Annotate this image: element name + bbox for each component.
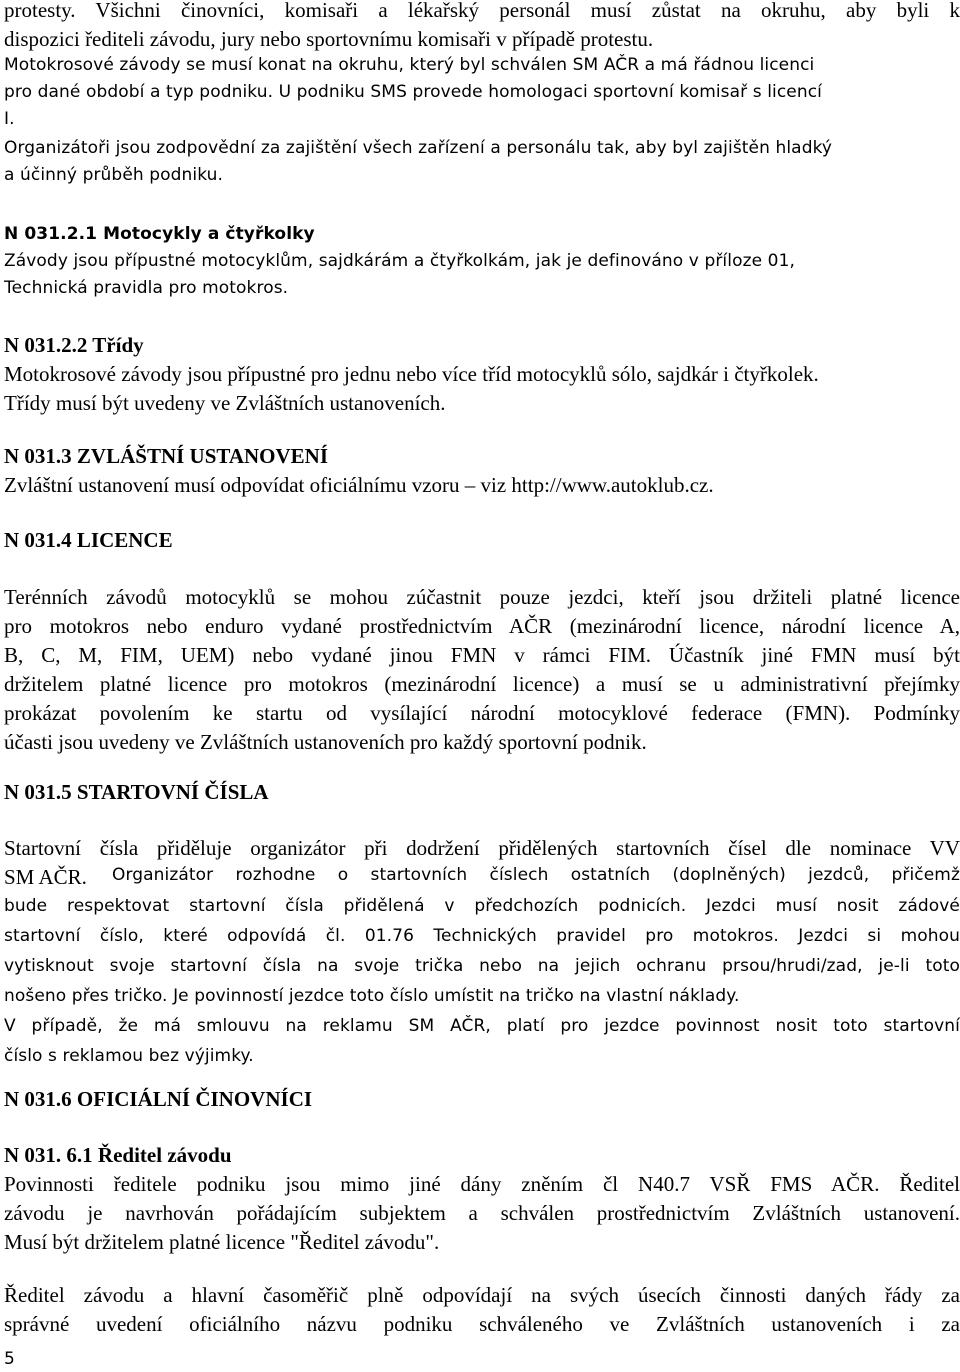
text-line: číslo s reklamou bez výjimky.: [4, 1046, 254, 1066]
section-031-2-1: [4, 221, 960, 302]
section-031-2-2: [4, 331, 960, 418]
section-heading: N 031.4 LICENCE: [4, 528, 173, 552]
text-line: Třídy musí být uvedeny ve Zvláštních ustanoveních.: [4, 391, 446, 415]
section-031-4-heading: [4, 526, 960, 555]
text-line: Organizátoři jsou zodpovědní za zajištění všech zařízení a personálu tak, aby byl zajištěn hladký: [4, 138, 833, 158]
text-line: pro dané období a typ podniku. U podniku SMS provede homologaci sportovní komisař s licencí: [4, 82, 823, 102]
section-031-6-heading: [4, 1085, 960, 1114]
text-line: držitelem platné licence pro motokros (mezinárodní licence) a musí se u administrativní přejímky: [4, 672, 960, 696]
section-heading: N 031.5 STARTOVNÍ ČÍSLA: [4, 780, 269, 804]
text-line: Ředitel závodu a hlavní časoměřič plně odpovídají na svých úsecích činnosti daných řády za: [4, 1283, 960, 1307]
text-line: prokázat povolením ke startu od vysílající národní motocyklové federace (FMN). Podmínky: [4, 701, 960, 725]
section-heading: N 031. 6.1 Ředitel závodu: [4, 1143, 232, 1167]
text-line: startovní číslo, které odpovídá čl. 01.76 Technických pravidel pro motokros. Jezdci si mohou: [4, 926, 960, 946]
text-line: Musí být držitelem platné licence "Ředitel závodu".: [4, 1230, 440, 1254]
text-line: a účinný průběh podniku.: [4, 165, 224, 185]
text-line: správné uvedení oficiálního názvu podniku schváleného ve Zvláštních ustanoveních i za: [4, 1312, 960, 1336]
section-heading: N 031.2.1 Motocykly a čtyřkolky: [4, 224, 315, 244]
text-line: bude respektovat startovní čísla přidělená v předchozích podnicích. Jezdci musí nosit zádové: [4, 896, 960, 916]
text-line: protesty. Všichni činovníci, komisaři a lékařský personál musí zůstat na okruhu, aby byli k: [4, 0, 960, 22]
section-heading: N 031.3 ZVLÁŠTNÍ USTANOVENÍ: [4, 444, 329, 468]
section-heading: N 031.6 OFICIÁLNÍ ČINOVNÍCI: [4, 1087, 313, 1111]
text-line: dispozici řediteli závodu, jury nebo sportovnímu komisaři v případě protestu.: [4, 27, 654, 51]
section-031-6-1-body: [4, 1170, 960, 1257]
text-line: nošeno přes tričko. Je povinností jezdce toto číslo umístit na tričko na vlastní náklady.: [4, 986, 740, 1006]
section-031-5-body-sans-cont: [4, 891, 960, 1071]
section-031-6-1-heading: [4, 1141, 960, 1170]
text-line: účasti jsou uvedeny ve Zvláštních ustanoveních pro každý sportovní podnik.: [4, 730, 647, 754]
text-line: Startovní čísla přiděluje organizátor při dodržení přidělených startovních čísel dle nominace VV: [4, 836, 960, 860]
text-line: V případě, že má smlouvu na reklamu SM AČR, platí pro jezdce povinnost nosit toto startovní: [4, 1016, 960, 1036]
text-line: Povinnosti ředitele podniku jsou mimo jiné dány zněním čl N40.7 VSŘ FMS AČR. Ředitel: [4, 1172, 960, 1196]
section-heading: N 031.2.2 Třídy: [4, 333, 144, 357]
section-031-3: [4, 442, 960, 500]
text-line: pro motokros nebo enduro vydané prostřednictvím AČR (mezinárodní licence, národní licence A,: [4, 614, 960, 638]
text-line: I.: [4, 109, 15, 129]
section-031-6-1-body-2: [4, 1281, 960, 1339]
intro-paragraph-sans: [4, 52, 960, 189]
intro-paragraph-serif: [4, 0, 960, 54]
text-line: vytisknout svoje startovní čísla na svoje trička nebo na jejich ochranu prsou/hrudi/zad, je-li toto: [4, 956, 960, 976]
text-line: Organizátor rozhodne o startovních číslech ostatních (doplněných) jezdců, přičemž: [112, 865, 960, 885]
section-031-4-body: [4, 583, 960, 757]
text-line: Motokrosové závody se musí konat na okruhu, který byl schválen SM AČR a má řádnou licenci: [4, 55, 815, 75]
section-031-5-body-sans: [112, 862, 960, 889]
page-number: 5: [4, 1349, 15, 1369]
section-031-5-heading: [4, 778, 960, 807]
text-line: SM AČR.: [4, 865, 87, 889]
text-line: závodu je navrhován pořádajícím subjektem a schválen prostřednictvím Zvláštních ustanovení.: [4, 1201, 960, 1225]
text-line: Terénních závodů motocyklů se mohou zúčastnit pouze jezdci, kteří jsou držiteli platné licence: [4, 585, 960, 609]
text-line: Motokrosové závody jsou přípustné pro jednu nebo více tříd motocyklů sólo, sajdkár i čtyřkolek.: [4, 362, 819, 386]
text-line: Technická pravidla pro motokros.: [4, 278, 289, 298]
text-line: B, C, M, FIM, UEM) nebo vydané jinou FMN v rámci FIM. Účastník jiné FMN musí být: [4, 643, 960, 667]
text-line: Závody jsou přípustné motocyklům, sajdkárám a čtyřkolkám, jak je definováno v příloze 01,: [4, 251, 795, 271]
text-line: Zvláštní ustanovení musí odpovídat oficiálnímu vzoru – viz http://www.autoklub.cz.: [4, 473, 714, 497]
